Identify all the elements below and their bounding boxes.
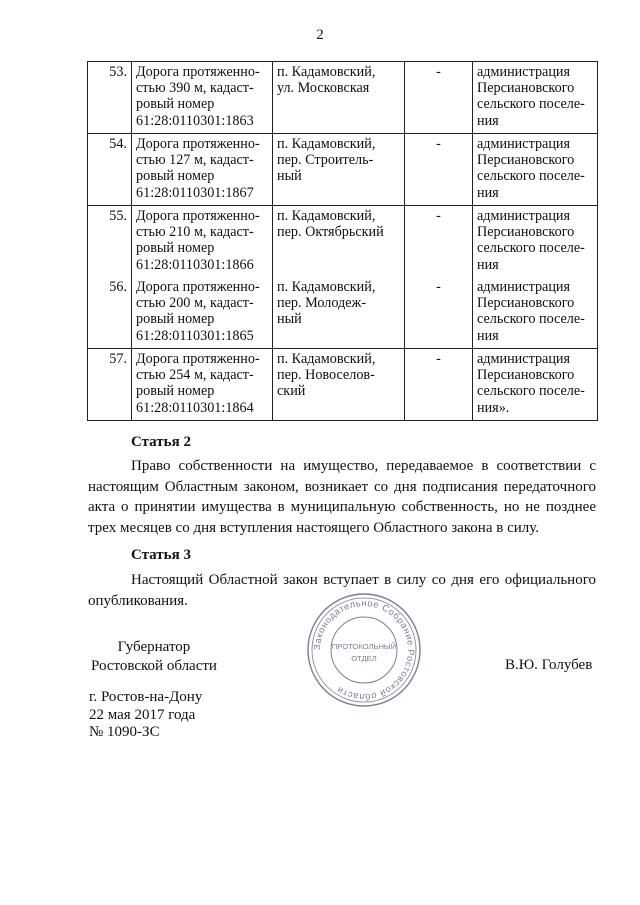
object-address-line: п. Кадамовский, [277,64,376,80]
row-number: 57. [88,349,132,421]
owner-name [473,134,598,206]
owner-name-line: ния». [477,399,510,416]
object-description [132,206,273,278]
owner-name-line: ния [477,327,499,344]
owner-name-line: сельского поселе- [477,168,585,185]
table-row [88,277,598,349]
place-date-block [89,689,202,742]
owner-name-line: сельского поселе- [477,383,585,400]
table-row [88,349,598,421]
object-address-line: ул. Московская [277,80,370,97]
governor-position-line1: Губернатор [117,639,191,655]
table-row [88,62,598,134]
object-address [273,62,405,134]
table-row [88,134,598,206]
seal-center-line1: ПРОТОКОЛЬНЫЙ [331,642,397,651]
row-number: 54. [88,134,132,206]
governor-signature-name: В.Ю. Голубев [505,657,593,673]
object-description-line: стью 210 м, кадаст- [136,224,254,241]
owner-name-line: Персиановского [477,295,575,312]
seal-center-line2: ОТДЕЛ [351,654,377,663]
object-description-line: Дорога протяженно- [136,208,260,224]
object-address-line: пер. Молодеж- [277,295,367,312]
owner-name-line: администрация [477,351,571,367]
governor-position-line2: Ростовской области [91,658,217,674]
object-address-line: п. Кадамовский, [277,351,376,367]
article-2-title: Статья 2 [131,434,191,450]
article-3-title: Статья 3 [131,547,191,563]
object-description-line: ровый номер [136,168,215,185]
owner-name-line: Персиановского [477,367,575,384]
owner-name [473,349,598,421]
owner-name [473,62,598,134]
object-description-line: 61:28:0110301:1865 [136,327,254,344]
object-description-line: ровый номер [136,240,215,257]
page-number: 2 [316,27,324,43]
object-description-line: 61:28:0110301:1867 [136,184,254,201]
object-description-line: ровый номер [136,96,215,113]
object-address-line: п. Кадамовский, [277,279,376,295]
empty-value-dash: - [405,277,473,349]
article-3-text: Настоящий Областной закон вступает в силу со дня его официального опубликования. [88,572,596,609]
object-address [273,206,405,278]
row-number: 56. [88,277,132,349]
owner-name [473,206,598,278]
owner-name-line: ния [477,184,499,201]
object-address-line: ный [277,168,302,185]
governor-position [91,638,217,676]
table-row [88,206,598,278]
owner-name-line: ния [477,112,499,129]
seal-ring-textpath: Законодательное Собрание Ростовской области [311,597,417,703]
row-number: 55. [88,206,132,278]
empty-value-dash: - [405,349,473,421]
object-description-line: ровый номер [136,383,215,400]
object-description-line: 61:28:0110301:1863 [136,112,254,129]
owner-name-line: администрация [477,208,571,224]
empty-value-dash: - [405,62,473,134]
object-address [273,277,405,349]
law-date: 22 мая 2017 года [89,706,196,723]
owner-name-line: Персиановского [477,152,575,169]
object-description-line: стью 390 м, кадаст- [136,80,254,97]
object-description-line: ровый номер [136,311,215,328]
object-description [132,134,273,206]
owner-name [473,277,598,349]
object-description-line: стью 127 м, кадаст- [136,152,254,169]
owner-name-line: администрация [477,136,571,152]
object-description [132,62,273,134]
property-table-body [88,62,598,421]
object-description-line: стью 254 м, кадаст- [136,367,254,384]
owner-name-line: сельского поселе- [477,240,585,257]
empty-value-dash: - [405,206,473,278]
object-address-line: пер. Октябрьский [277,224,384,241]
owner-name-line: администрация [477,279,571,295]
object-description-line: Дорога протяженно- [136,351,260,367]
object-description [132,349,273,421]
law-number: № 1090-ЗС [89,724,160,740]
object-address [273,349,405,421]
owner-name-line: сельского поселе- [477,311,585,328]
object-description-line: 61:28:0110301:1864 [136,399,254,416]
object-description-line: стью 200 м, кадаст- [136,295,254,312]
article-2-text: Право собственности на имущество, передаваемое в соответствии с настоящим Областным законом, возникает со дня подписания передаточного акта о принятии имущества в муниципальную собственность, но не позднее трех месяцев со дня вступления настоящего Областного закона в силу. [88,458,596,536]
object-description-line: 61:28:0110301:1866 [136,256,254,273]
object-description-line: Дорога протяженно- [136,279,260,295]
object-description-line: Дорога протяженно- [136,136,260,152]
official-seal [305,591,423,709]
owner-name-line: ния [477,256,499,273]
row-number: 53. [88,62,132,134]
object-address-line: п. Кадамовский, [277,208,376,224]
owner-name-line: сельского поселе- [477,96,585,113]
object-address-line: п. Кадамовский, [277,136,376,152]
owner-name-line: администрация [477,64,571,80]
owner-name-line: Персиановского [477,80,575,97]
object-address [273,134,405,206]
city: г. Ростов-на-Дону [89,689,203,705]
object-description-line: Дорога протяженно- [136,64,260,80]
object-address-line: ский [277,383,306,400]
owner-name-line: Персиановского [477,224,575,241]
empty-value-dash: - [405,134,473,206]
property-table [87,61,598,421]
object-address-line: ный [277,311,302,328]
object-description [132,277,273,349]
object-address-line: пер. Новоселов- [277,367,375,384]
object-address-line: пер. Строитель- [277,152,374,169]
